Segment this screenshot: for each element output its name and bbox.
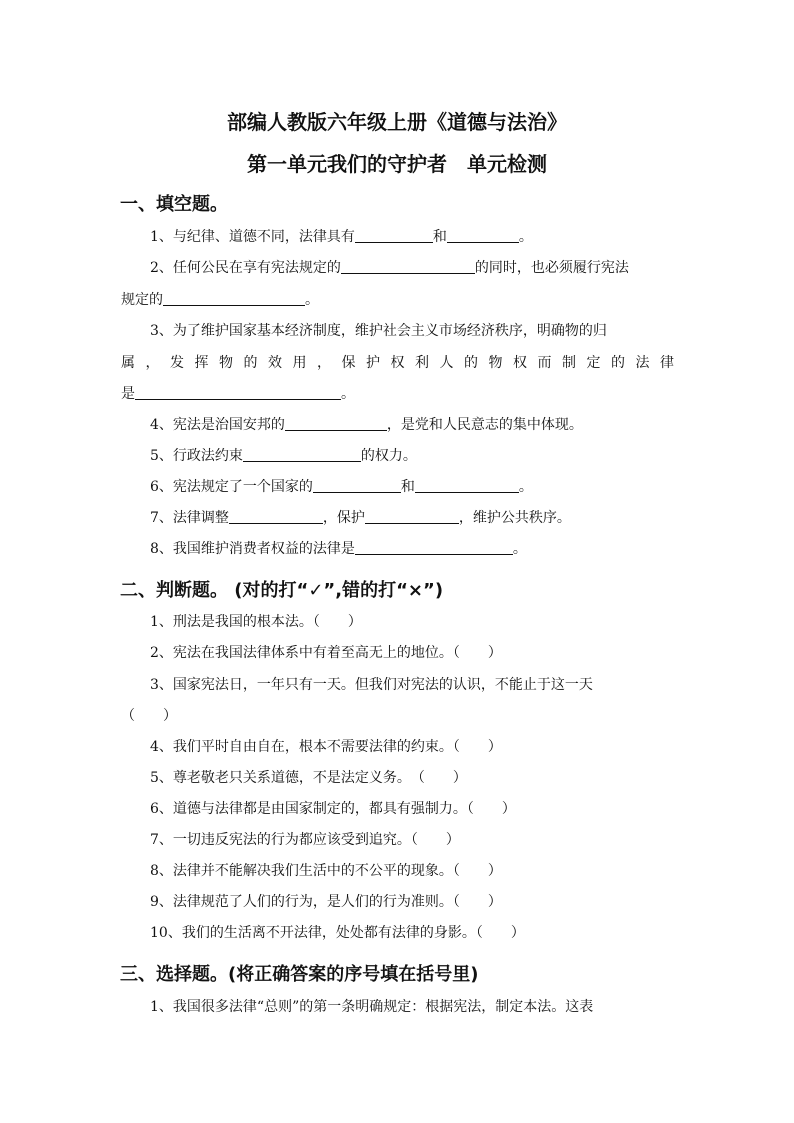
question-1-3-line2: [121, 354, 674, 372]
q1-4-text-b: ，是党和人民意志的集中体现。: [386, 417, 583, 433]
question-1-3: [150, 322, 607, 340]
answer-blank[interactable]: [447, 228, 519, 243]
justified-char: 利: [415, 355, 429, 371]
q1-4-text-a: 4、宪法是治国安邦的: [150, 417, 285, 433]
question-1-4: [150, 416, 583, 434]
q1-7-text-b: ，保护: [322, 510, 365, 526]
document-subtitle: 第一单元我们的守护者 单元检测: [247, 152, 547, 176]
justified-char: 而: [537, 355, 552, 371]
judgement-item: 6、道德与法律都是由国家制定的，都具有强制力。（ ）: [150, 801, 516, 817]
justified-char: 保: [341, 355, 356, 371]
justified-char: 物: [488, 355, 503, 371]
question-1-1: [150, 228, 533, 246]
q1-1-text-a: 1、与纪律、道德不同，法律具有: [150, 229, 355, 245]
q1-6-text-a: 6、宪法规定了一个国家的: [150, 479, 313, 495]
section-multiple-choice-heading: 三、选择题。(将正确答案的序号填在括号里): [120, 964, 479, 985]
question-1-7: [150, 509, 571, 527]
answer-blank[interactable]: [415, 478, 519, 493]
q1-2-text-a: 2、任何公民在享有宪法规定的: [150, 260, 341, 276]
q1-5-text-a: 5、行政法约束: [150, 448, 243, 464]
justified-char: 的: [243, 355, 258, 371]
answer-blank[interactable]: [365, 509, 459, 524]
q1-8-text-a: 8、我国维护消费者权益的法律是: [150, 541, 355, 557]
section-fill-blank-heading: 一、填空题。: [120, 194, 228, 215]
question-1-6: [150, 478, 533, 496]
section-true-false-heading: 二、判断题。 (对的打“✓”,错的打“×”): [120, 580, 444, 601]
question-1-2-cont: [121, 291, 319, 309]
answer-blank[interactable]: [313, 478, 401, 493]
answer-blank[interactable]: [229, 509, 323, 524]
question-1-5: [150, 447, 417, 465]
answer-blank[interactable]: [355, 228, 433, 243]
question-1-3-line3: [121, 385, 355, 403]
judgement-item: 8、法律并不能解决我们生活中的不公平的现象。（ ）: [150, 863, 502, 879]
justified-char: 用: [292, 355, 307, 371]
justified-char: 发: [170, 355, 184, 371]
judgement-item-cont: （ ）: [121, 708, 177, 724]
document-title: 部编人教版六年级上册《道德与法治》: [227, 110, 567, 134]
justified-char: 人: [439, 355, 454, 371]
q1-2-text-d: 。: [305, 292, 319, 308]
judgement-item: 4、我们平时自由自在，根本不需要法律的约束。（ ）: [150, 739, 502, 755]
answer-blank[interactable]: [243, 447, 361, 462]
answer-blank[interactable]: [135, 385, 341, 400]
judgement-item: 5、尊老敬老只关系道德，不是法定义务。 （ ）: [150, 770, 467, 786]
justified-char: 护: [366, 355, 380, 371]
justified-char: 的: [464, 355, 478, 371]
justified-char: 定: [586, 355, 601, 371]
q1-8-text-b: 。: [512, 541, 527, 557]
justified-char: 法: [635, 355, 650, 371]
justified-char: 物: [219, 355, 233, 371]
judgement-item: 10、我们的生活离不开法律，处处都有法律的身影。（ ）: [150, 925, 525, 941]
q1-6-text-c: 。: [518, 479, 533, 495]
justified-char: ，: [145, 355, 160, 371]
justified-char: 效: [268, 355, 282, 371]
q1-1-text-b: 和: [432, 229, 447, 245]
judgement-item: 2、宪法在我国法律体系中有着至高无上的地位。（ ）: [150, 645, 502, 661]
justified-char: 权: [390, 355, 405, 371]
q1-3-line1: 3、为了维护国家基本经济制度，维护社会主义市场经济秩序，明确物的归: [150, 323, 607, 339]
justified-char: 挥: [194, 355, 209, 371]
q1-1-text-c: 。: [518, 229, 533, 245]
justified-char: ，: [317, 355, 331, 371]
q1-3-text-a: 是: [121, 386, 135, 402]
q1-7-text-a: 7、法律调整: [150, 510, 229, 526]
justified-char: 制: [562, 355, 576, 371]
q1-2-text-c: 规定的: [121, 292, 163, 308]
justified-char: 律: [660, 355, 674, 371]
justified-char: 的: [611, 355, 625, 371]
justified-char: 权: [513, 355, 527, 371]
judgement-item: 3、国家宪法日，一年只有一天。但我们对宪法的认识，不能止于这一天: [150, 677, 593, 693]
choice-question-1: 1、我国很多法律“总则”的第一条明确规定：根据宪法，制定本法。这表: [150, 999, 594, 1015]
judgement-item: 9、法律规范了人们的行为，是人们的行为准则。（ ）: [150, 894, 502, 910]
q1-6-text-b: 和: [400, 479, 415, 495]
judgement-item: 7、一切违反宪法的行为都应该受到追究。（ ）: [150, 832, 460, 848]
judgement-item: 1、刑法是我国的根本法。（ ）: [150, 614, 362, 630]
question-1-8: [150, 540, 527, 558]
answer-blank[interactable]: [355, 540, 513, 555]
answer-blank[interactable]: [285, 416, 387, 431]
q1-3-text-b: 。: [341, 386, 355, 402]
answer-blank[interactable]: [341, 259, 475, 274]
answer-blank[interactable]: [163, 291, 305, 306]
q1-2-text-b: 的同时，也必须履行宪法: [474, 260, 629, 276]
justified-char: 属: [121, 355, 135, 371]
q1-7-text-c: ，维护公共秩序。: [458, 510, 571, 526]
question-1-2: [150, 259, 629, 277]
q1-5-text-b: 的权力。: [360, 448, 417, 464]
